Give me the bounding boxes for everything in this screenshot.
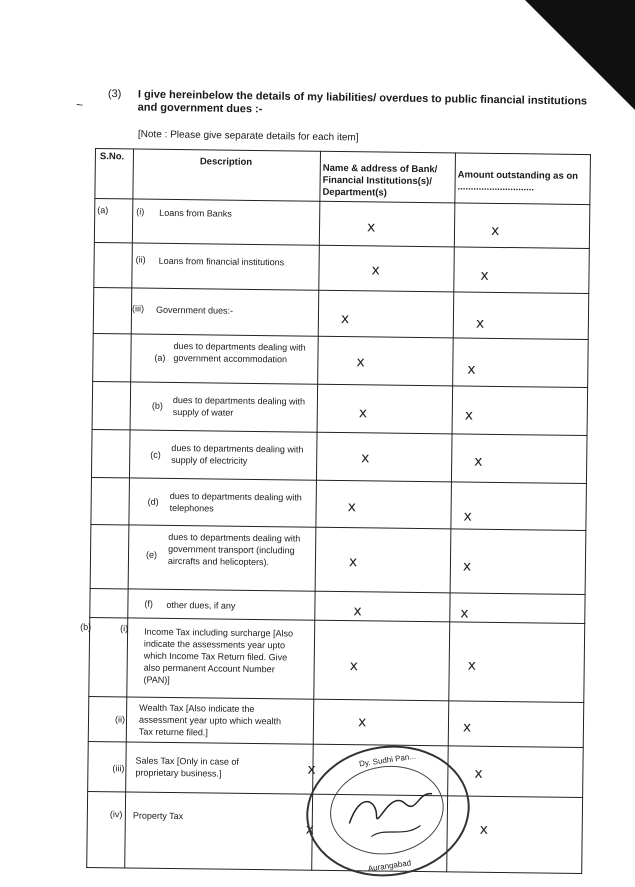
row-sno: (b)	[80, 621, 92, 632]
bank-cross-mark: x	[353, 603, 362, 620]
amount-cross-mark: x	[475, 315, 485, 332]
row-sub: (c)	[150, 449, 161, 460]
row-line	[92, 429, 588, 436]
row-sub: (iii)	[112, 763, 125, 774]
row-line	[89, 617, 585, 624]
row-sub: (d)	[147, 496, 159, 507]
bank-cross-mark: x	[307, 761, 316, 778]
header-amount: Amount outstanding as on .............................	[457, 169, 579, 194]
table-border-right	[581, 154, 591, 874]
bank-cross-mark: x	[340, 311, 350, 328]
row-desc: Sales Tax [Only in case of proprietary business.]	[135, 755, 239, 779]
row-sub: (e)	[145, 549, 158, 560]
row-line	[94, 198, 590, 205]
row-line	[92, 381, 588, 388]
header-sno: S.No.	[99, 151, 125, 163]
bank-cross-mark: x	[305, 821, 315, 838]
row-desc: dues to departments dealing with government accommodation	[173, 340, 306, 365]
bank-cross-mark: x	[366, 219, 376, 236]
row-desc: Property Tax	[132, 810, 184, 822]
row-desc: dues to departments dealing with supply of water	[172, 394, 306, 418]
row-sub: (ii)	[114, 714, 126, 725]
bank-cross-mark: x	[348, 554, 358, 571]
note-text: [Note : Please give separate details for each item]	[137, 129, 359, 144]
row-sno: (a)	[97, 205, 109, 216]
bank-cross-mark: x	[358, 405, 368, 422]
row-line	[93, 287, 589, 294]
amount-cross-mark: x	[464, 407, 474, 424]
row-sub: (a)	[154, 352, 166, 363]
amount-cross-mark: x	[474, 765, 483, 782]
amount-cross-mark: x	[490, 222, 500, 239]
amount-cross-mark: x	[467, 361, 476, 378]
bank-cross-mark: x	[356, 354, 365, 371]
scan-speck: ~	[76, 98, 84, 112]
amount-cross-mark: x	[463, 508, 472, 525]
row-desc: Income Tax including surcharge [Also indicate the assessments year upto which Income Tax Return filed. Give also permanent Account Number (PAN)]	[143, 626, 294, 685]
row-sub: (iv)	[109, 809, 123, 820]
row-sub: (b)	[151, 400, 163, 411]
amount-cross-mark: x	[462, 558, 472, 575]
section-number: (3)	[107, 88, 122, 101]
table-border-left	[86, 148, 96, 868]
row-desc: Loans from financial institutions	[158, 255, 285, 268]
header-bank: Name & address of Bank/ Financial Institutions(s)/ Department(s)	[322, 162, 438, 199]
row-desc: other dues, if any	[166, 599, 236, 611]
row-sub: (ii)	[135, 254, 146, 265]
amount-cross-mark: x	[467, 657, 477, 674]
row-line	[94, 242, 590, 249]
row-sub: (i)	[120, 623, 129, 634]
amount-cross-mark: x	[479, 821, 489, 838]
row-line	[90, 588, 586, 595]
amount-cross-mark: x	[460, 605, 469, 622]
row-sub: (f)	[144, 598, 154, 609]
bank-cross-mark: x	[361, 450, 370, 467]
row-sub: (iii)	[131, 303, 145, 314]
row-desc: dues to departments dealing with government transport (including aircrafts and helicopters).	[167, 531, 301, 568]
row-desc: Wealth Tax [Also indicate the assessment year upto which wealth Tax returne filed.]	[138, 702, 282, 738]
bank-cross-mark: x	[371, 262, 380, 279]
intro-text: I give hereinbelow the details of my liabilities/ overdues to public financial institutions and government dues :-	[137, 88, 588, 116]
row-desc: dues to departments dealing with supply of electricity	[171, 442, 304, 466]
bank-cross-mark: x	[349, 658, 359, 675]
row-line	[91, 477, 587, 484]
amount-cross-mark: x	[462, 719, 472, 736]
col-divider-sno	[124, 148, 134, 868]
header-description: Description	[199, 156, 253, 168]
seal-top-text: Dy. Sudhi Pan...	[358, 751, 417, 769]
signature-scribble	[300, 737, 476, 884]
bank-cross-mark: x	[357, 714, 367, 731]
amount-cross-mark: x	[474, 453, 483, 470]
official-seal	[298, 735, 478, 887]
bank-cross-mark: x	[347, 499, 357, 516]
seal-bottom-text: Aurangabad	[367, 858, 412, 874]
row-sub: (i)	[136, 206, 145, 217]
row-line	[90, 524, 586, 531]
row-desc: dues to departments dealing with telephones	[169, 490, 302, 514]
row-desc: Loans from Banks	[159, 207, 232, 219]
amount-cross-mark: x	[480, 267, 489, 284]
row-line	[93, 333, 589, 340]
table-border-top	[95, 148, 591, 155]
row-line	[88, 741, 584, 748]
row-desc: Government dues:-	[155, 304, 234, 316]
